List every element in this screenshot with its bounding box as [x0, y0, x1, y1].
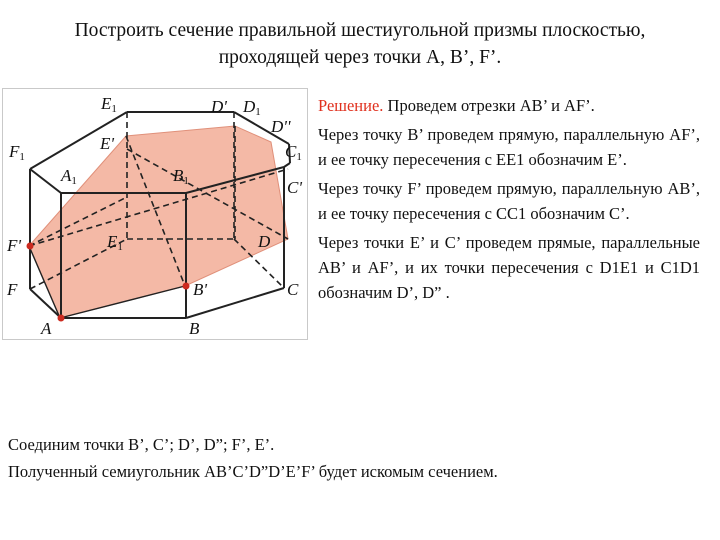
label-D: D — [258, 232, 271, 251]
prism-diagram — [3, 89, 309, 341]
section-heptagon — [29, 126, 288, 318]
solution-paragraph-1 — [318, 93, 700, 118]
label-F-prime: F' — [7, 236, 22, 255]
label-D1: D1 — [243, 97, 261, 118]
label-C1: C1 — [285, 142, 302, 163]
conclusion-step-2: Полученный семиугольник AB’C’D”D’E’F’ будет искомым сечением. — [8, 462, 498, 481]
label-C: C — [287, 280, 299, 299]
solution-step-3: Через точку F’ проведем прямую, параллельную AB’, и ее точку пересечения с CC1 обозначим C’. — [318, 179, 700, 223]
solution-step-2: Через точку B’ проведем прямую, параллельную AF’, и ее точку пересечения с EE1 обозначим E’. — [318, 125, 700, 169]
label-D-double-prime: D'' — [271, 117, 291, 136]
prism-figure — [2, 88, 308, 340]
point-B-prime — [183, 283, 190, 290]
label-B1: B1 — [173, 166, 189, 187]
solution-text — [318, 93, 700, 309]
label-E1: E1 — [101, 94, 117, 115]
label-E-prime: E' — [100, 134, 115, 153]
task-title — [0, 17, 720, 71]
label-A: A — [41, 319, 52, 338]
solution-step-1: Проведем отрезки AB’ и AF’. — [387, 96, 595, 115]
label-C-prime: C' — [287, 178, 302, 197]
solution-heading: Решение. — [318, 96, 384, 115]
label-E: E1 — [107, 232, 123, 253]
point-F-prime — [27, 243, 34, 250]
label-B-prime: B' — [193, 280, 208, 299]
label-F: F — [7, 280, 18, 299]
conclusion-text — [8, 432, 712, 486]
title-line-1: Построить сечение правильной шестиугольной призмы плоскостью, — [74, 20, 646, 41]
solution-step-4: Через точки E’ и C’ проведем прямые, параллельные AB’ и AF’, и их точки пересечения с D1E1 и C1D1 обозначим D’, D” . — [318, 233, 700, 302]
label-F1: F1 — [9, 142, 25, 163]
label-B: B — [189, 319, 200, 338]
title-line-2: проходящей через точки A, B’, F’. — [218, 47, 502, 68]
conclusion-step-1: Соединим точки B’, C’; D’, D”; F’, E’. — [8, 435, 275, 454]
label-D-prime: D' — [211, 97, 227, 116]
label-A1: A1 — [61, 166, 77, 187]
point-A — [58, 315, 65, 322]
